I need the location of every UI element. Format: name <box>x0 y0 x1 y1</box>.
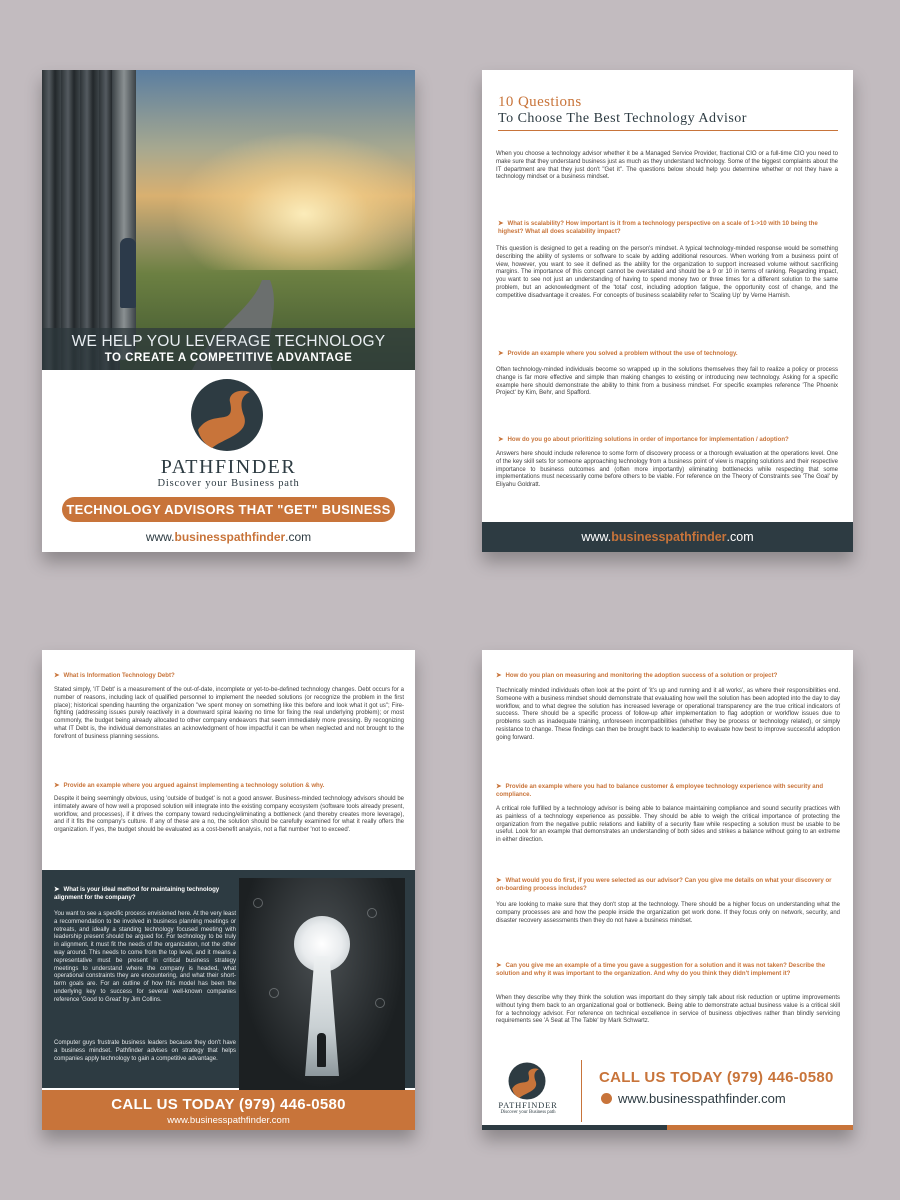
answer-paragraph: Despite it being seemingly obvious, using 'outside of budget' is not a good answer. Business-minded technology advisors should be intimately aware of how well a proposed solution will integrate into the existing company ecosystem (software tools already present, workflow, and processes), if it drives the company toward reducing/eliminating a bottleneck (and thereby creates more leverage), and if it fits the company's culture. If any of these are a no, the solution should be carefully examined for what it really offers the organization. If yes, the budget should be evaluated as a cost-benefit analysis, not a flat number 'not to exceed'. <box>54 796 404 834</box>
intro-paragraph: When you choose a technology advisor whether it be a Managed Service Provider, fractional CIO or a full-time CIO you need to make sure that they understand business just as much as they understand technology. Some of the biggest complaints about the IT department are that they just don't "Get it". The questions below should help you determine whether or not they have a technology mindset or a business mindset. <box>496 151 838 181</box>
footer-divider <box>581 1060 582 1122</box>
page-title-number: 10 Questions <box>498 94 582 110</box>
pathfinder-logo <box>508 1062 546 1100</box>
question-heading <box>498 350 834 358</box>
question-text: What would you do first, if you were selected as our advisor? Can you give me details on what your discovery or on-boarding process includes? <box>496 877 832 892</box>
footer-bar-dark <box>482 1125 667 1130</box>
question-heading <box>498 220 834 236</box>
question-text: Can you give me an example of a time you gave a suggestion for a solution and it was not taken? Describe the solution and why it was important to the organization. And why do you think they didn't implement it? <box>496 962 826 977</box>
question-text: What is scalability? How important is it from a technology perspective on a scale of 1->10 with 10 being the highest? What all does scalability impact? <box>498 220 818 235</box>
question-text: Provide an example where you solved a problem without the use of technology. <box>507 350 738 357</box>
call-us-text: CALL US TODAY (979) 446-0580 <box>599 1069 834 1086</box>
arrow-icon: ➤ <box>496 783 502 790</box>
arrow-icon: ➤ <box>496 877 502 884</box>
question-heading <box>496 672 840 680</box>
question-heading <box>496 877 840 893</box>
hero-subheadline: TO CREATE A COMPETITIVE ADVANTAGE <box>104 352 353 364</box>
footer-brand-name: PATHFINDER <box>498 1100 558 1110</box>
questions-page-2 <box>42 650 415 1130</box>
question-heading <box>496 962 840 978</box>
doodle-icon <box>253 898 263 908</box>
doodle-icon <box>367 908 377 918</box>
title-divider <box>498 130 838 131</box>
cover-tagline: Discover your Business path <box>157 478 300 489</box>
cover-page <box>42 70 415 552</box>
question-text: Provide an example where you argued against implementing a technology solution & why. <box>63 782 325 789</box>
question-text: Provide an example where you had to balance customer & employee technology experience with security and compliance. <box>496 783 824 798</box>
url-suffix: .com <box>285 530 312 544</box>
question-text: How do you go about prioritizing solutions in order of importance for implementation / adoption? <box>507 436 789 443</box>
hero-sunlight <box>172 130 412 270</box>
footer-tagline: Discover your Business path <box>500 1110 556 1115</box>
pathfinder-logo <box>190 378 264 452</box>
arrow-icon: ➤ <box>496 962 502 969</box>
hero-curtain <box>42 70 120 370</box>
answer-paragraph: Ttechnically minded individuals often look at the point of 'it's up and running and it all works', as where their responsibilities end. Someone with a business mindset should demonstrate that evaluating how well the solution has been adopted into the day to day workflow, and to what degree the solution has increased leverage or operational transparency are the true critical indicators of success. There should be a specific process of follow-up after implementation to flag adoption or workflow issues due to problems such as inadequate training, unforeseen incompatibilities (whether they be process or technology related), or simply resistance to change. These findings can then be brought back to leadership to evaluate how best to improve successful adoption going forward. <box>496 688 840 741</box>
arrow-icon: ➤ <box>54 886 60 893</box>
cover-hero-image <box>42 70 415 370</box>
arrow-icon: ➤ <box>498 436 504 443</box>
question-heading <box>54 782 404 790</box>
url-prefix: www. <box>581 530 612 544</box>
keyhole-person <box>317 1033 326 1067</box>
answer-paragraph: Often technology-minded individuals become so wrapped up in the solutions themselves they fail to realize a policy or process change is far more effective and simple than making changes to existing or introducing new technology. Asking for a specific example here should demonstrate the ability to think from a business mindset. For specific examples reference 'The Phoenix Project' by Kim, Behr, and Spafford. <box>496 367 838 397</box>
arrow-icon: ➤ <box>496 672 502 679</box>
globe-icon <box>601 1093 612 1104</box>
question-text: What is your ideal method for maintaining technology alignment for the company? <box>54 886 220 901</box>
url-domain: businesspathfinder <box>611 530 727 544</box>
hero-person <box>120 238 136 308</box>
answer-paragraph: Computer guys frustrate business leaders because they don't have a business mindset. Pathfinder advises on strategy that helps companies apply technology to gain a competitive advantage. <box>54 1040 236 1062</box>
answer-paragraph: Stated simply, 'IT Debt' is a measurement of the out-of-date, incomplete or yet-to-be-defined technology changes. Debt occurs for a number of reasons, including lack of qualified personnel to implement the needed solutions (or recognize the problem in the first place); historical spending haunting the organization "we spent money on something like this before and look what it got us"; Fire-fighting (addressing issues purely reactively in a downward spiral leaving no time for fixing the real underlying problem); or most commonly, the budget being already allocated to other company endeavors that seem immediately more pressing. By recognizing what IT Debt is, the individual demonstrates an acknowledgment of how impactful it can be when neglected and not brought to the forefront of business planning sessions. <box>54 687 404 740</box>
keyhole-image <box>239 878 405 1090</box>
doodle-icon <box>269 988 279 998</box>
hero-curtain-edge <box>112 70 136 360</box>
url-prefix: www. <box>145 530 175 544</box>
hero-headline: WE HELP YOU LEVERAGE TECHNOLOGY <box>71 333 386 350</box>
call-to-action-band <box>42 1090 415 1130</box>
arrow-icon: ➤ <box>54 672 60 679</box>
page-title: To Choose The Best Technology Advisor <box>498 111 747 126</box>
website-link[interactable]: www.businesspathfinder.com <box>167 1115 290 1126</box>
question-heading <box>54 672 404 680</box>
url-domain: businesspathfinder <box>174 530 286 544</box>
call-us-text: CALL US TODAY (979) 446-0580 <box>111 1096 346 1113</box>
questions-page-3 <box>482 650 853 1130</box>
arrow-icon: ➤ <box>54 782 60 789</box>
question-heading <box>498 436 838 444</box>
question-text: How do you plan on measuring and monitoring the adoption success of a solution or project? <box>505 672 778 679</box>
doodle-icon <box>375 998 385 1008</box>
url-suffix: .com <box>726 530 754 544</box>
cover-website-link[interactable] <box>42 530 415 544</box>
answer-paragraph: When they describe why they think the solution was important do they simply talk about risk reduction or uptime improvements without tying them back to an organizational goal or bottleneck. Being able to demonstrate actual business value is a critical skill for a technology advisor. For reference on technical excellence in service of business objectives rather than blindly servicing requirements see 'A Seat at The Table' by Mark Schwartz. <box>496 995 840 1025</box>
cover-brand-name: PATHFINDER <box>160 456 297 478</box>
website-link[interactable]: www.businesspathfinder.com <box>618 1091 786 1106</box>
answer-paragraph: You want to see a specific process envisioned here. At the very least a recommendation to be involved in business planning meetings or retreats, and ideally a standing technology focused meeting with leadership present should be argued for. For technology to be truly in alignment, it must fit the needs of the organization, not the other way around. This needs to come from the top level, and it means a representative must be present in critical business strategy meetings to understand where the company is headed, what operational constraints they are encountering, and what their short-term goals are. For an outline of how this model has been the underlying key to success for several well-known companies reference 'Good to Great' by Jim Collins. <box>54 911 236 1003</box>
question-heading <box>496 783 840 799</box>
website-footer[interactable] <box>482 522 853 552</box>
question-text: What is Information Technology Debt? <box>63 672 175 679</box>
footer-bar-orange <box>667 1125 853 1130</box>
arrow-icon: ➤ <box>498 220 504 227</box>
answer-paragraph: This question is designed to get a reading on the person's mindset. A typical technology-minded response would be something describing the ability of systems or software to scale by adding additional resources. When working from a business point of view, however, you want to see it defined as the ability for the organization to support increased volume without sacrificing margins. The importance of this concept cannot be overstated and should be a 9 or 10 in terms of ranking. Regarding impact, you want to see not just an understanding of having to spend money two or three times for a different solution to the same problem, but an acknowledgment of the 'total' cost, including adoption fatigue, the opportunity cost of change, and the competitive disadvantage it creates. For concepts of business scalability refer to 'Scaling Up' by Verne Harnish. <box>496 246 838 299</box>
hero-headline-band <box>42 328 415 370</box>
question-heading <box>54 886 234 902</box>
arrow-icon: ➤ <box>498 350 504 357</box>
answer-paragraph: Answers here should include reference to some form of discovery process or a thorough evaluation at the operations level. One of the key skill sets for someone approaching technology from a business point of view is mapping solutions and their respective importance to business outcomes and (often more importantly) eliminating bottlenecks while respecting that some implementations must necessarily come before others to be viable. For reference on the Theory of Constraints see 'The Goal' by Eliyahu Goldratt. <box>496 451 838 489</box>
answer-paragraph: A critical role fulfilled by a technology advisor is being able to balance maintaining compliance and sound security practices with as painless of a technology experience as possible. They should be able to weigh the critical importance of protecting the organization from the negative public relations and liability of a security flaw while respecting a solution must be usable to be useful. Look for an example that demonstrates an understanding of both sides and strikes a balance without going to an extreme in either direction. <box>496 806 840 844</box>
answer-paragraph: You are looking to make sure that they don't stop at the technology. There should be a higher focus on understanding what the company processes are and how the people inside the organization get work done. If they focus only on network, security, and disaster recovery assessments then they do not have a business mindset. <box>496 902 840 924</box>
questions-page-1 <box>482 70 853 552</box>
cover-slogan-pill: TECHNOLOGY ADVISORS THAT "GET" BUSINESS <box>62 497 395 522</box>
